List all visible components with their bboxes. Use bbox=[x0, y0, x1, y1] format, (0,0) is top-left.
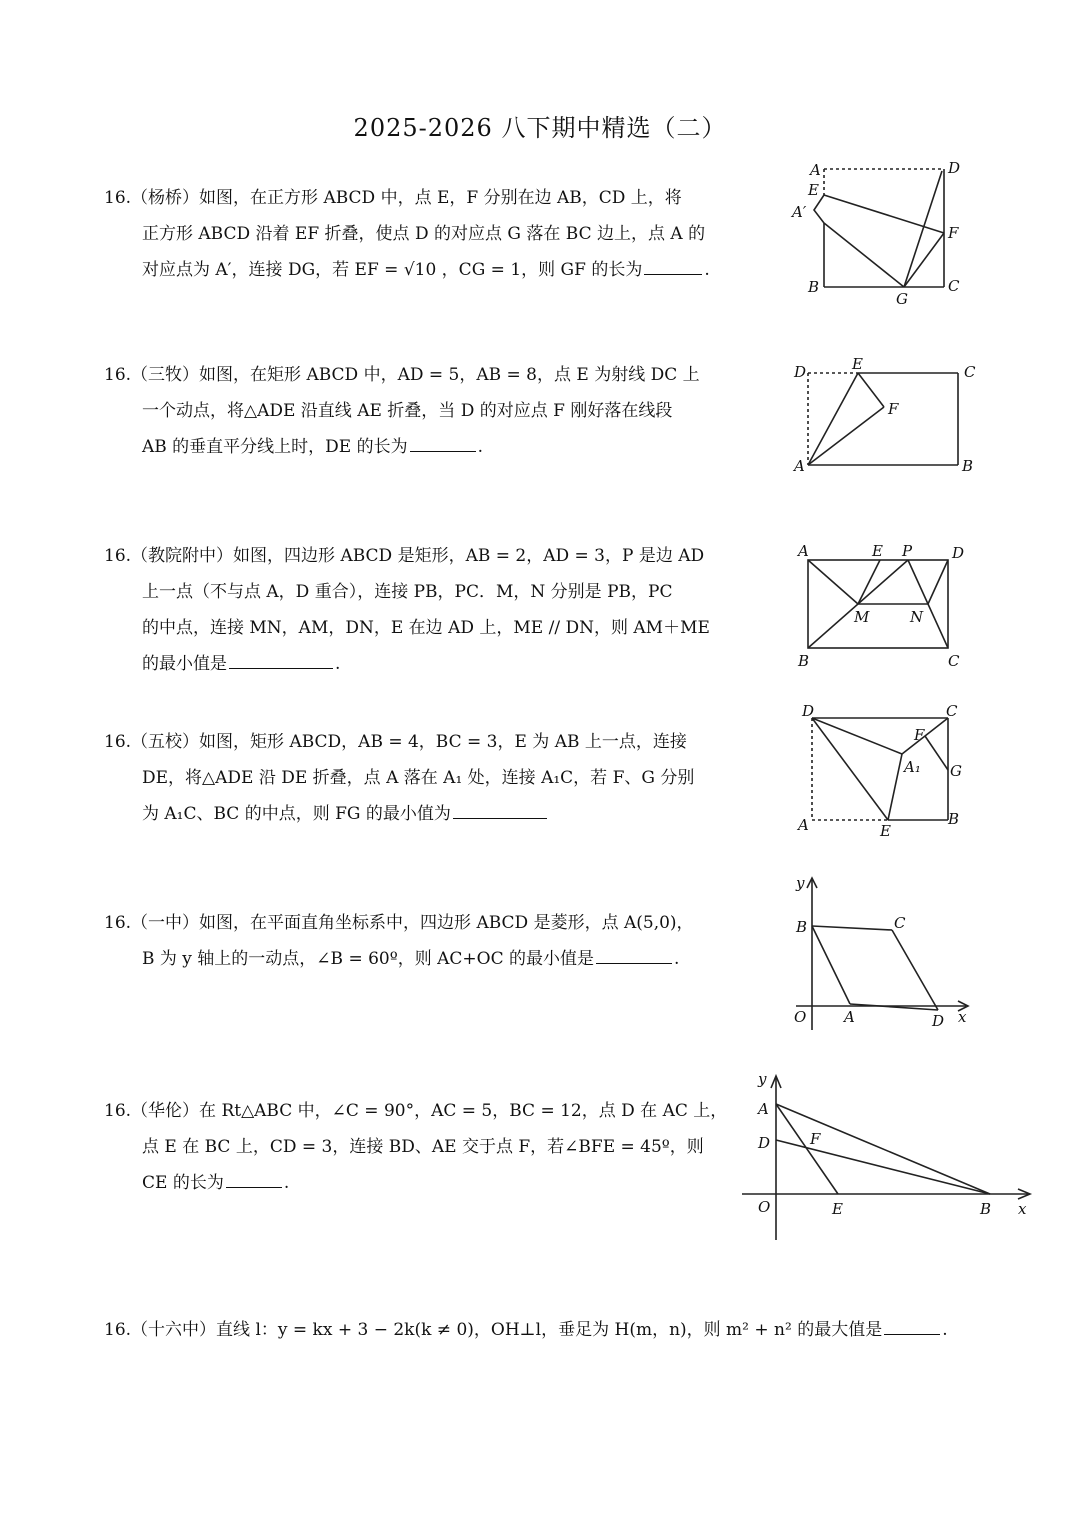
figure-stroke bbox=[776, 1140, 990, 1194]
label: B bbox=[980, 1200, 992, 1218]
figure-stroke bbox=[850, 1004, 938, 1010]
problem-text-line: 的最小值是 bbox=[142, 654, 227, 674]
problem-text-line: CE 的长为 bbox=[142, 1173, 224, 1193]
figure-stroke bbox=[904, 233, 944, 287]
problem-text-line: 点 E 在 BC 上，CD = 3，连接 BD、AE 交于点 F，若∠BFE = 45º，则 bbox=[142, 1137, 704, 1157]
problem-text-line: 的中点，连接 MN，AM，DN，E 在边 AD 上，ME // DN，则 AM＋ME bbox=[142, 618, 710, 638]
answer-blank[interactable] bbox=[226, 1169, 282, 1188]
label: O bbox=[794, 1008, 807, 1026]
label: G bbox=[950, 762, 962, 780]
label: A₁ bbox=[904, 758, 921, 776]
label: A bbox=[794, 457, 805, 475]
figure-stroke bbox=[808, 407, 884, 465]
figure-2-rectangle-fold bbox=[790, 355, 980, 480]
figure-stroke bbox=[928, 560, 948, 604]
answer-blank[interactable] bbox=[410, 433, 476, 452]
figure-stroke bbox=[925, 736, 948, 770]
figure-stroke bbox=[858, 373, 884, 407]
problem-number: 16. bbox=[104, 913, 132, 933]
label: A bbox=[758, 1100, 769, 1118]
figure-stroke bbox=[776, 1104, 990, 1194]
problem-1 bbox=[104, 180, 734, 288]
answer-blank[interactable] bbox=[644, 256, 702, 275]
label: C bbox=[948, 652, 960, 670]
label: D bbox=[932, 1012, 945, 1030]
problem-number: 16. bbox=[104, 732, 132, 752]
problem-text-line: 上一点（不与点 A，D 重合），连接 PB，PC．M，N 分别是 PB，PC bbox=[142, 582, 673, 602]
problem-source: （杨桥） bbox=[131, 188, 200, 208]
figure-6-right-triangle-coordinate bbox=[738, 1066, 1038, 1246]
label: B bbox=[798, 652, 810, 670]
label: C bbox=[894, 914, 906, 932]
label: D bbox=[794, 363, 807, 381]
problem-4 bbox=[104, 724, 734, 832]
label: N bbox=[910, 608, 924, 626]
figure-stroke bbox=[812, 926, 850, 1004]
label: A′ bbox=[792, 203, 807, 221]
figure-stroke bbox=[888, 754, 902, 820]
problem-text-line: 对应点为 A′，连接 DG，若 EF = √10 ，CG = 1，则 GF 的长为 bbox=[142, 260, 643, 280]
answer-blank[interactable] bbox=[884, 1316, 940, 1335]
problem-text-line: 正方形 ABCD 沿着 EF 折叠，使点 D 的对应点 G 落在 BC 边上，点 A 的 bbox=[142, 224, 706, 244]
label: A bbox=[798, 542, 809, 560]
problem-number: 16. bbox=[104, 1101, 132, 1121]
label: A bbox=[844, 1008, 855, 1026]
problem-end: . bbox=[942, 1320, 948, 1340]
figure-stroke bbox=[858, 560, 880, 604]
label: G bbox=[896, 290, 908, 308]
label: F bbox=[810, 1130, 821, 1148]
label: x bbox=[958, 1008, 967, 1026]
figure-stroke bbox=[824, 195, 944, 233]
label: P bbox=[902, 542, 913, 560]
figure-stroke bbox=[812, 926, 892, 930]
problem-number: 16. bbox=[104, 1320, 132, 1340]
problem-text-line: AB 的垂直平分线上时，DE 的长为 bbox=[142, 437, 408, 457]
figure-3-rectangle-midpoints bbox=[792, 538, 977, 673]
answer-blank[interactable] bbox=[229, 650, 333, 669]
problem-text-line: 如图，四边形 ABCD 是矩形，AB = 2，AD = 3，P 是边 AD bbox=[233, 546, 705, 566]
label: D bbox=[758, 1134, 771, 1152]
label: F bbox=[888, 400, 899, 418]
problem-text-line: 直线 l：y = kx + 3 − 2k(k ≠ 0)，OH⊥l，垂足为 H(m，n)，则 m² + n² 的最大值是 bbox=[216, 1320, 883, 1340]
problem-text-line: 一个动点，将△ADE 沿直线 AE 折叠，当 D 的对应点 F 刚好落在线段 bbox=[142, 401, 673, 421]
problem-source: （十六中） bbox=[131, 1320, 217, 1340]
problem-6 bbox=[104, 1093, 734, 1201]
label: x bbox=[1018, 1200, 1027, 1218]
problem-text-line: 如图，在矩形 ABCD 中，AD = 5，AB = 8，点 E 为射线 DC 上 bbox=[199, 365, 700, 385]
figure-stroke bbox=[808, 560, 858, 604]
problem-number: 16. bbox=[104, 188, 132, 208]
label: F bbox=[948, 224, 959, 242]
figure-stroke bbox=[824, 223, 904, 287]
figure-4-rectangle-fold bbox=[792, 698, 977, 843]
label: M bbox=[854, 608, 870, 626]
figure-stroke bbox=[808, 373, 858, 465]
figure-5-rhombus-coordinate bbox=[786, 870, 976, 1035]
problem-source: （一中） bbox=[131, 913, 200, 933]
label: B bbox=[808, 278, 820, 296]
label: C bbox=[964, 363, 976, 381]
problem-source: （五校） bbox=[131, 732, 200, 752]
page-title: 2025-2026 八下期中精选（二） bbox=[353, 114, 727, 142]
problem-text-line: 在 Rt△ABC 中，∠C = 90°，AC = 5，BC = 12，点 D 在 AC 上， bbox=[199, 1101, 728, 1121]
label: E bbox=[880, 822, 891, 840]
problem-3 bbox=[104, 538, 734, 682]
problem-5 bbox=[104, 905, 734, 977]
problem-number: 16. bbox=[104, 546, 132, 566]
label: C bbox=[948, 277, 960, 295]
label: D bbox=[952, 544, 965, 562]
problem-text-line: B 为 y 轴上的一动点，∠B = 60º，则 AC+OC 的最小值是 bbox=[142, 949, 595, 969]
label: A bbox=[810, 161, 821, 179]
problem-end: . bbox=[477, 437, 484, 457]
answer-blank[interactable] bbox=[453, 800, 547, 819]
label: E bbox=[852, 355, 863, 373]
problem-source: （华伦） bbox=[131, 1101, 200, 1121]
figure-stroke bbox=[892, 930, 938, 1010]
figure-stroke bbox=[814, 195, 824, 223]
label: B bbox=[796, 918, 808, 936]
label: F bbox=[914, 726, 925, 744]
problem-source: （教院附中） bbox=[131, 546, 234, 566]
label: D bbox=[802, 702, 815, 720]
label: E bbox=[832, 1200, 843, 1218]
label: E bbox=[808, 181, 819, 199]
figure-1-square-fold bbox=[780, 155, 980, 310]
figure-stroke bbox=[904, 171, 942, 287]
label: C bbox=[946, 702, 958, 720]
problem-text-line: 如图，在平面直角坐标系中，四边形 ABCD 是菱形，点 A(5,0)， bbox=[199, 913, 694, 933]
problem-end: . bbox=[674, 949, 680, 969]
problem-text-line: 如图，矩形 ABCD，AB = 4，BC = 3，E 为 AB 上一点，连接 bbox=[199, 732, 687, 752]
label: A bbox=[798, 816, 809, 834]
problem-source: （三牧） bbox=[131, 365, 200, 385]
label: B bbox=[948, 810, 960, 828]
problem-text-line: 为 A₁C、BC 的中点，则 FG 的最小值为 bbox=[142, 804, 451, 824]
problem-end: . bbox=[704, 260, 710, 280]
label: D bbox=[948, 159, 961, 177]
problem-7 bbox=[104, 1312, 1004, 1348]
answer-blank[interactable] bbox=[596, 945, 672, 964]
problem-text-line: 如图，在正方形 ABCD 中，点 E，F 分别在边 AB，CD 上，将 bbox=[199, 188, 682, 208]
problem-end: . bbox=[283, 1173, 290, 1193]
label: E bbox=[872, 542, 883, 560]
problem-text-line: DE，将△ADE 沿 DE 折叠，点 A 落在 A₁ 处，连接 A₁C，若 F、G 分别 bbox=[142, 768, 695, 788]
problem-end: . bbox=[335, 654, 341, 674]
label: y bbox=[796, 874, 805, 892]
problem-number: 16. bbox=[104, 365, 132, 385]
label: B bbox=[962, 457, 974, 475]
label: O bbox=[758, 1198, 771, 1216]
problem-2 bbox=[104, 357, 734, 465]
label: y bbox=[758, 1070, 767, 1088]
